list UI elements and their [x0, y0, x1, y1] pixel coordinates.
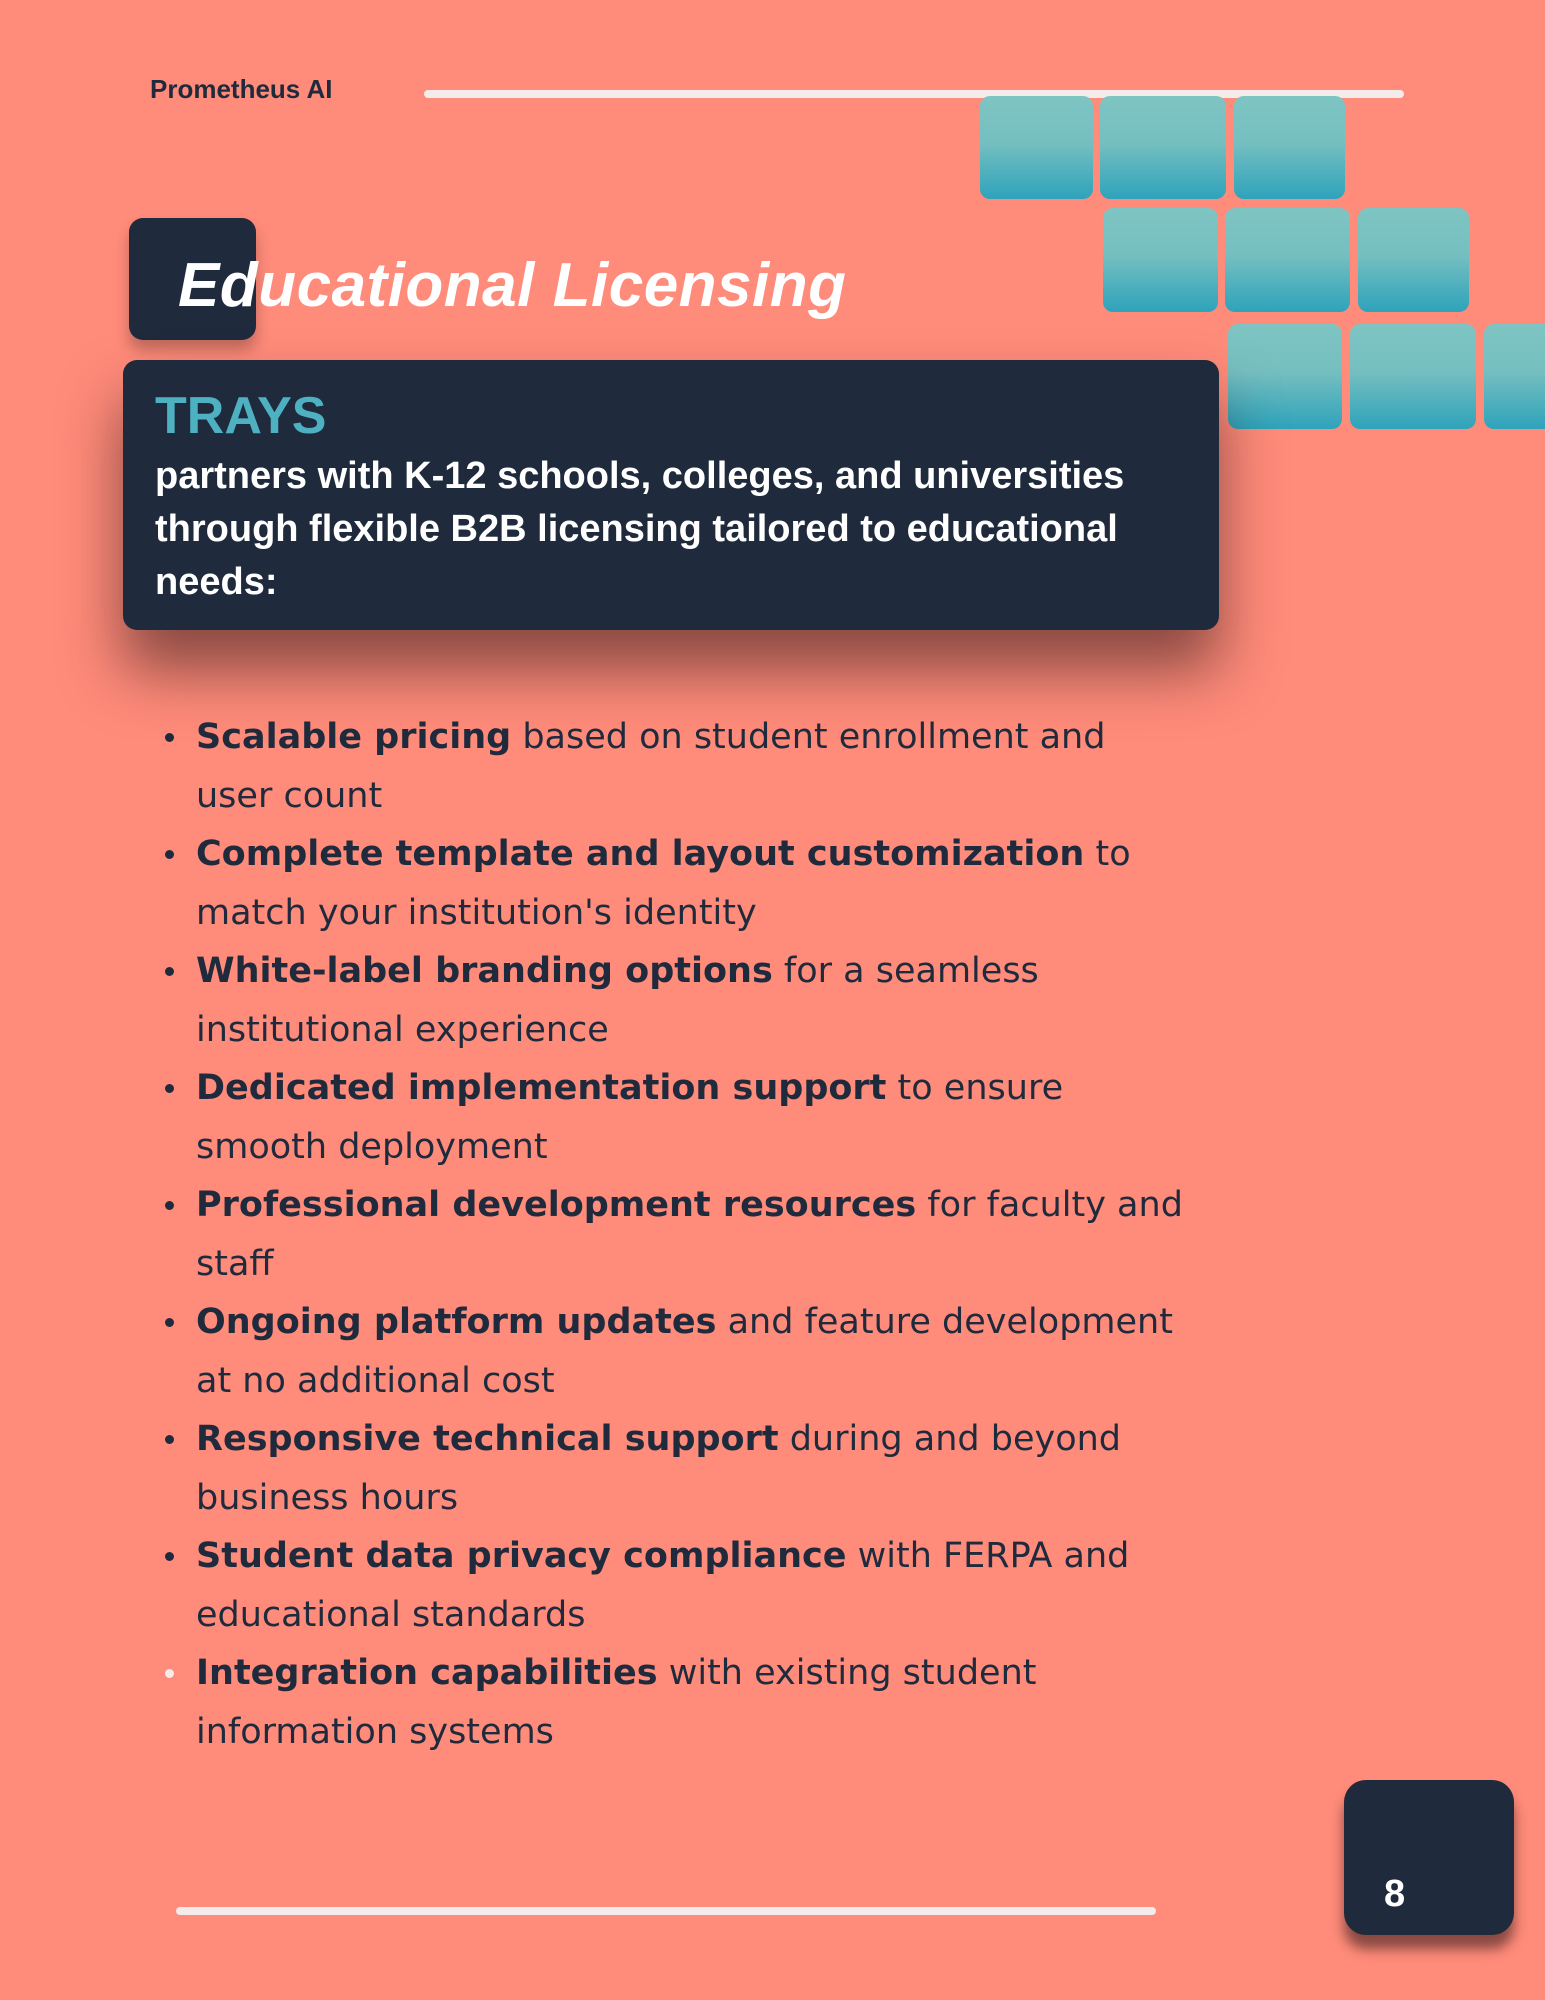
feature-description: during and beyond business hours [196, 1419, 1122, 1518]
feature-title: Scalable pricing [196, 717, 512, 757]
bullet-dot-icon [165, 1084, 174, 1093]
bullet-dot-icon [165, 1552, 174, 1561]
page-number-badge [1344, 1780, 1514, 1935]
decorative-tile [1358, 208, 1469, 312]
decorative-tile [1100, 96, 1226, 199]
intro-card [123, 360, 1219, 630]
decorative-tile [1225, 208, 1350, 312]
feature-description: with FERPA and educational standards [196, 1536, 1130, 1635]
list-item [196, 1293, 1186, 1410]
feature-list [196, 708, 1186, 1761]
list-item [196, 1176, 1186, 1293]
feature-title: Responsive technical support [196, 1419, 779, 1459]
decorative-tile [1234, 96, 1345, 199]
feature-title: Student data privacy compliance [196, 1536, 847, 1576]
feature-description: to ensure smooth deployment [196, 1068, 1064, 1167]
feature-description: with existing student information systems [196, 1653, 1037, 1752]
decorative-tile [1103, 208, 1218, 312]
page-title: Educational Licensing [178, 251, 847, 320]
feature-title: Complete template and layout customization [196, 834, 1085, 874]
feature-title: Integration capabilities [196, 1653, 658, 1693]
bullet-dot-icon [165, 850, 174, 859]
feature-title: White-label branding options [196, 951, 773, 991]
brand-name: Prometheus AI [150, 74, 333, 104]
feature-description: to match your institution's identity [196, 834, 1131, 933]
bullet-dot-icon [165, 1435, 174, 1444]
list-item [196, 708, 1186, 825]
bullet-dot-icon [165, 1669, 174, 1678]
list-item [196, 942, 1186, 1059]
feature-title: Ongoing platform updates [196, 1302, 717, 1342]
footer-divider [176, 1907, 1156, 1915]
decorative-tile [980, 96, 1093, 199]
feature-description: based on student enrollment and user count [196, 717, 1106, 816]
feature-title: Dedicated implementation support [196, 1068, 887, 1108]
page-number: 8 [1384, 1873, 1406, 1915]
list-item [196, 1059, 1186, 1176]
list-item [196, 1644, 1186, 1761]
bullet-dot-icon [165, 967, 174, 976]
bullet-dot-icon [165, 733, 174, 742]
list-item [196, 825, 1186, 942]
feature-title: Professional development resources [196, 1185, 917, 1225]
intro-brand: TRAYS [155, 387, 327, 445]
decorative-tile [1350, 324, 1476, 429]
intro-text: partners with K-12 schools, colleges, and universities through flexible B2B licensing tailored to educational needs: [155, 455, 1125, 603]
bullet-dot-icon [165, 1201, 174, 1210]
feature-description: for faculty and staff [196, 1185, 1183, 1284]
feature-description: for a seamless institutional experience [196, 951, 1039, 1050]
list-item [196, 1410, 1186, 1527]
bullet-dot-icon [165, 1318, 174, 1327]
feature-description: and feature development at no additional cost [196, 1302, 1173, 1401]
decorative-tile [1228, 324, 1342, 429]
decorative-tile [1484, 324, 1545, 429]
list-item [196, 1527, 1186, 1644]
